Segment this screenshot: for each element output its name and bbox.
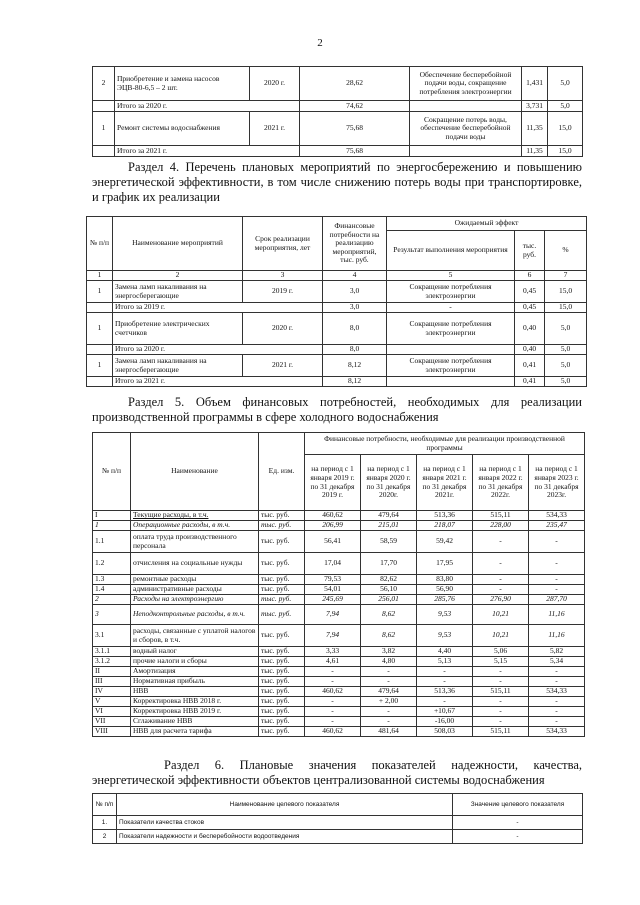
table-header-row: № п/п Наименование целевого показателя Значение целевого показателя	[93, 794, 583, 816]
table-row: II Амортизация тыс. руб. - - - - -	[93, 667, 585, 677]
column-numbers-row: 1 2 3 4 5 6 7	[87, 271, 587, 281]
table-header-row: на период с 1 января 2019 г. по 31 декабря 2019 г. на период с 1 января 2020 г. по 31 декабря 2020г. на период с 1 января 2021 г. по 31 декабря 2021г. на период с 1 января 2022 г. по 31 декабря 2022г. на период с 1 января 2023 г. по 31 декабря 2023г.	[93, 455, 585, 511]
table-row: 3.1.1 водный налог тыс. руб. 3,33 3,82 4,40 5,06 5,82	[93, 647, 585, 657]
table-row: III Нормативная прибыль тыс. руб. - - - - -	[93, 677, 585, 687]
measures-table-continued	[92, 66, 583, 157]
table-row: I Текущие расходы, в т.ч. тыс. руб. 460,62 479,64 513,36 515,11 534,33	[93, 511, 585, 521]
table-row: 2 Расходы на электроэнергию тыс. руб. 245,69 256,01 285,76 276,90 287,70	[93, 595, 585, 605]
table-row: 1 Замена ламп накаливания на энергосберегающие 2021 г. 8,12 Сокращение потребления электроэнергии 0,41 5,0	[87, 355, 587, 377]
table-row: 1.1 оплата труда производственного персонала тыс. руб. 56,41 58,59 59,42 - -	[93, 531, 585, 553]
table-row: 1.4 административные расходы тыс. руб. 54,01 56,10 56,90 - -	[93, 585, 585, 595]
target-indicators-table	[92, 793, 583, 844]
table-row: 1.2 отчисления на социальные нужды тыс. руб. 17,04 17,70 17,95 - -	[93, 553, 585, 575]
table-row: Итого за 2020 г. 8,0 0,40 5,0	[87, 345, 587, 355]
section6-title: Раздел 6. Плановые значения показателей надежности, качества, энергетической эффективности объектов централизованной системы водоснабжения	[92, 758, 582, 787]
table-row: 3.1.2 прочие налоги и сборы тыс. руб. 4,61 4,80 5,13 5,15 5,34	[93, 657, 585, 667]
table-row: 1 Ремонт системы водоснабжения 2021 г. 75,68 Сокращение потерь воды, обеспечение бесперебойной подачи воды 11,35 15,0	[93, 112, 583, 146]
table-header-row: № п/п Наименование мероприятий Срок реализации мероприятия, лет Финансовые потребности на реализацию мероприятий, тыс. руб. Ожидаемый эффект	[87, 217, 587, 231]
table-row: Итого за 2020 г. 74,62 3,731 5,0	[93, 101, 583, 112]
financial-needs-table	[92, 432, 585, 737]
table-row: 1 Приобретение электрических счетчиков 2020 г. 8,0 Сокращение потребления электроэнергии 0,40 5,0	[87, 313, 587, 345]
table-row: 3.1 расходы, связанные с уплатой налогов и сборов, в т.ч. тыс. руб. 7,94 8,62 9,53 10,21 11,16	[93, 625, 585, 647]
table-row: 1. Показатели качества стоков -	[93, 816, 583, 830]
table-row: Итого за 2021 г. 75,68 11,35 15,0	[93, 146, 583, 157]
table-row: VI Корректировка НВВ 2019 г. тыс. руб. - - +10,67 - -	[93, 707, 585, 717]
section5-title: Раздел 5. Объем финансовых потребностей, необходимых для реализации производственной программы в сфере холодного водоснабжения	[92, 395, 582, 424]
table-row: IV НВВ тыс. руб. 460,62 479,64 513,36 515,11 534,33	[93, 687, 585, 697]
table-row: 1.3 ремонтные расходы тыс. руб. 79,53 82,62 83,80 - -	[93, 575, 585, 585]
table-row: VIII НВВ для расчета тарифа тыс. руб. 460,62 481,64 508,03 515,11 534,33	[93, 727, 585, 737]
table-header-row: № п/п Наименование Ед. изм. Финансовые потребности, необходимые для реализации производственной программы	[93, 433, 585, 455]
table-row: 1 Операционные расходы, в т.ч. тыс. руб. 206,99 215,01 218,07 228,00 235,47	[93, 521, 585, 531]
table-row: Итого за 2019 г. 3,0 - 0,45 15,0	[87, 303, 587, 313]
table-row: Итого за 2021 г. 8,12 0,41 5,0	[87, 377, 587, 387]
table-row: 3 Неподконтрольные расходы, в т.ч. тыс. руб. 7,94 8,62 9,53 10,21 11,16	[93, 605, 585, 625]
energy-saving-table	[86, 216, 587, 387]
table-row: 2 Приобретение и замена насосов ЭЦВ-80-6,5 – 2 шт. 2020 г. 28,62 Обеспечение бесперебойной подачи воды, сокращение потребления электроэнергии 1,431 5,0	[93, 67, 583, 101]
table-row: 2 Показатели надежности и бесперебойности водоотведения -	[93, 830, 583, 844]
table-header-row: Результат выполнения мероприятия тыс. руб. %	[87, 231, 587, 271]
table-row: V Корректировка НВВ 2018 г. тыс. руб. - + 2,00 - - -	[93, 697, 585, 707]
table-row: 1 Замена ламп накаливания на энергосберегающие 2019 г. 3,0 Сокращение потребления электроэнергии 0,45 15,0	[87, 281, 587, 303]
page-number: 2	[317, 37, 323, 49]
section4-title: Раздел 4. Перечень плановых мероприятий по энергосбережению и повышению энергетической эффективности, в том числе снижению потерь воды при транспортировке, и график их реализации	[92, 160, 582, 204]
table-row: VII Сглаживание НВВ тыс. руб. - - -16,00 - -	[93, 717, 585, 727]
